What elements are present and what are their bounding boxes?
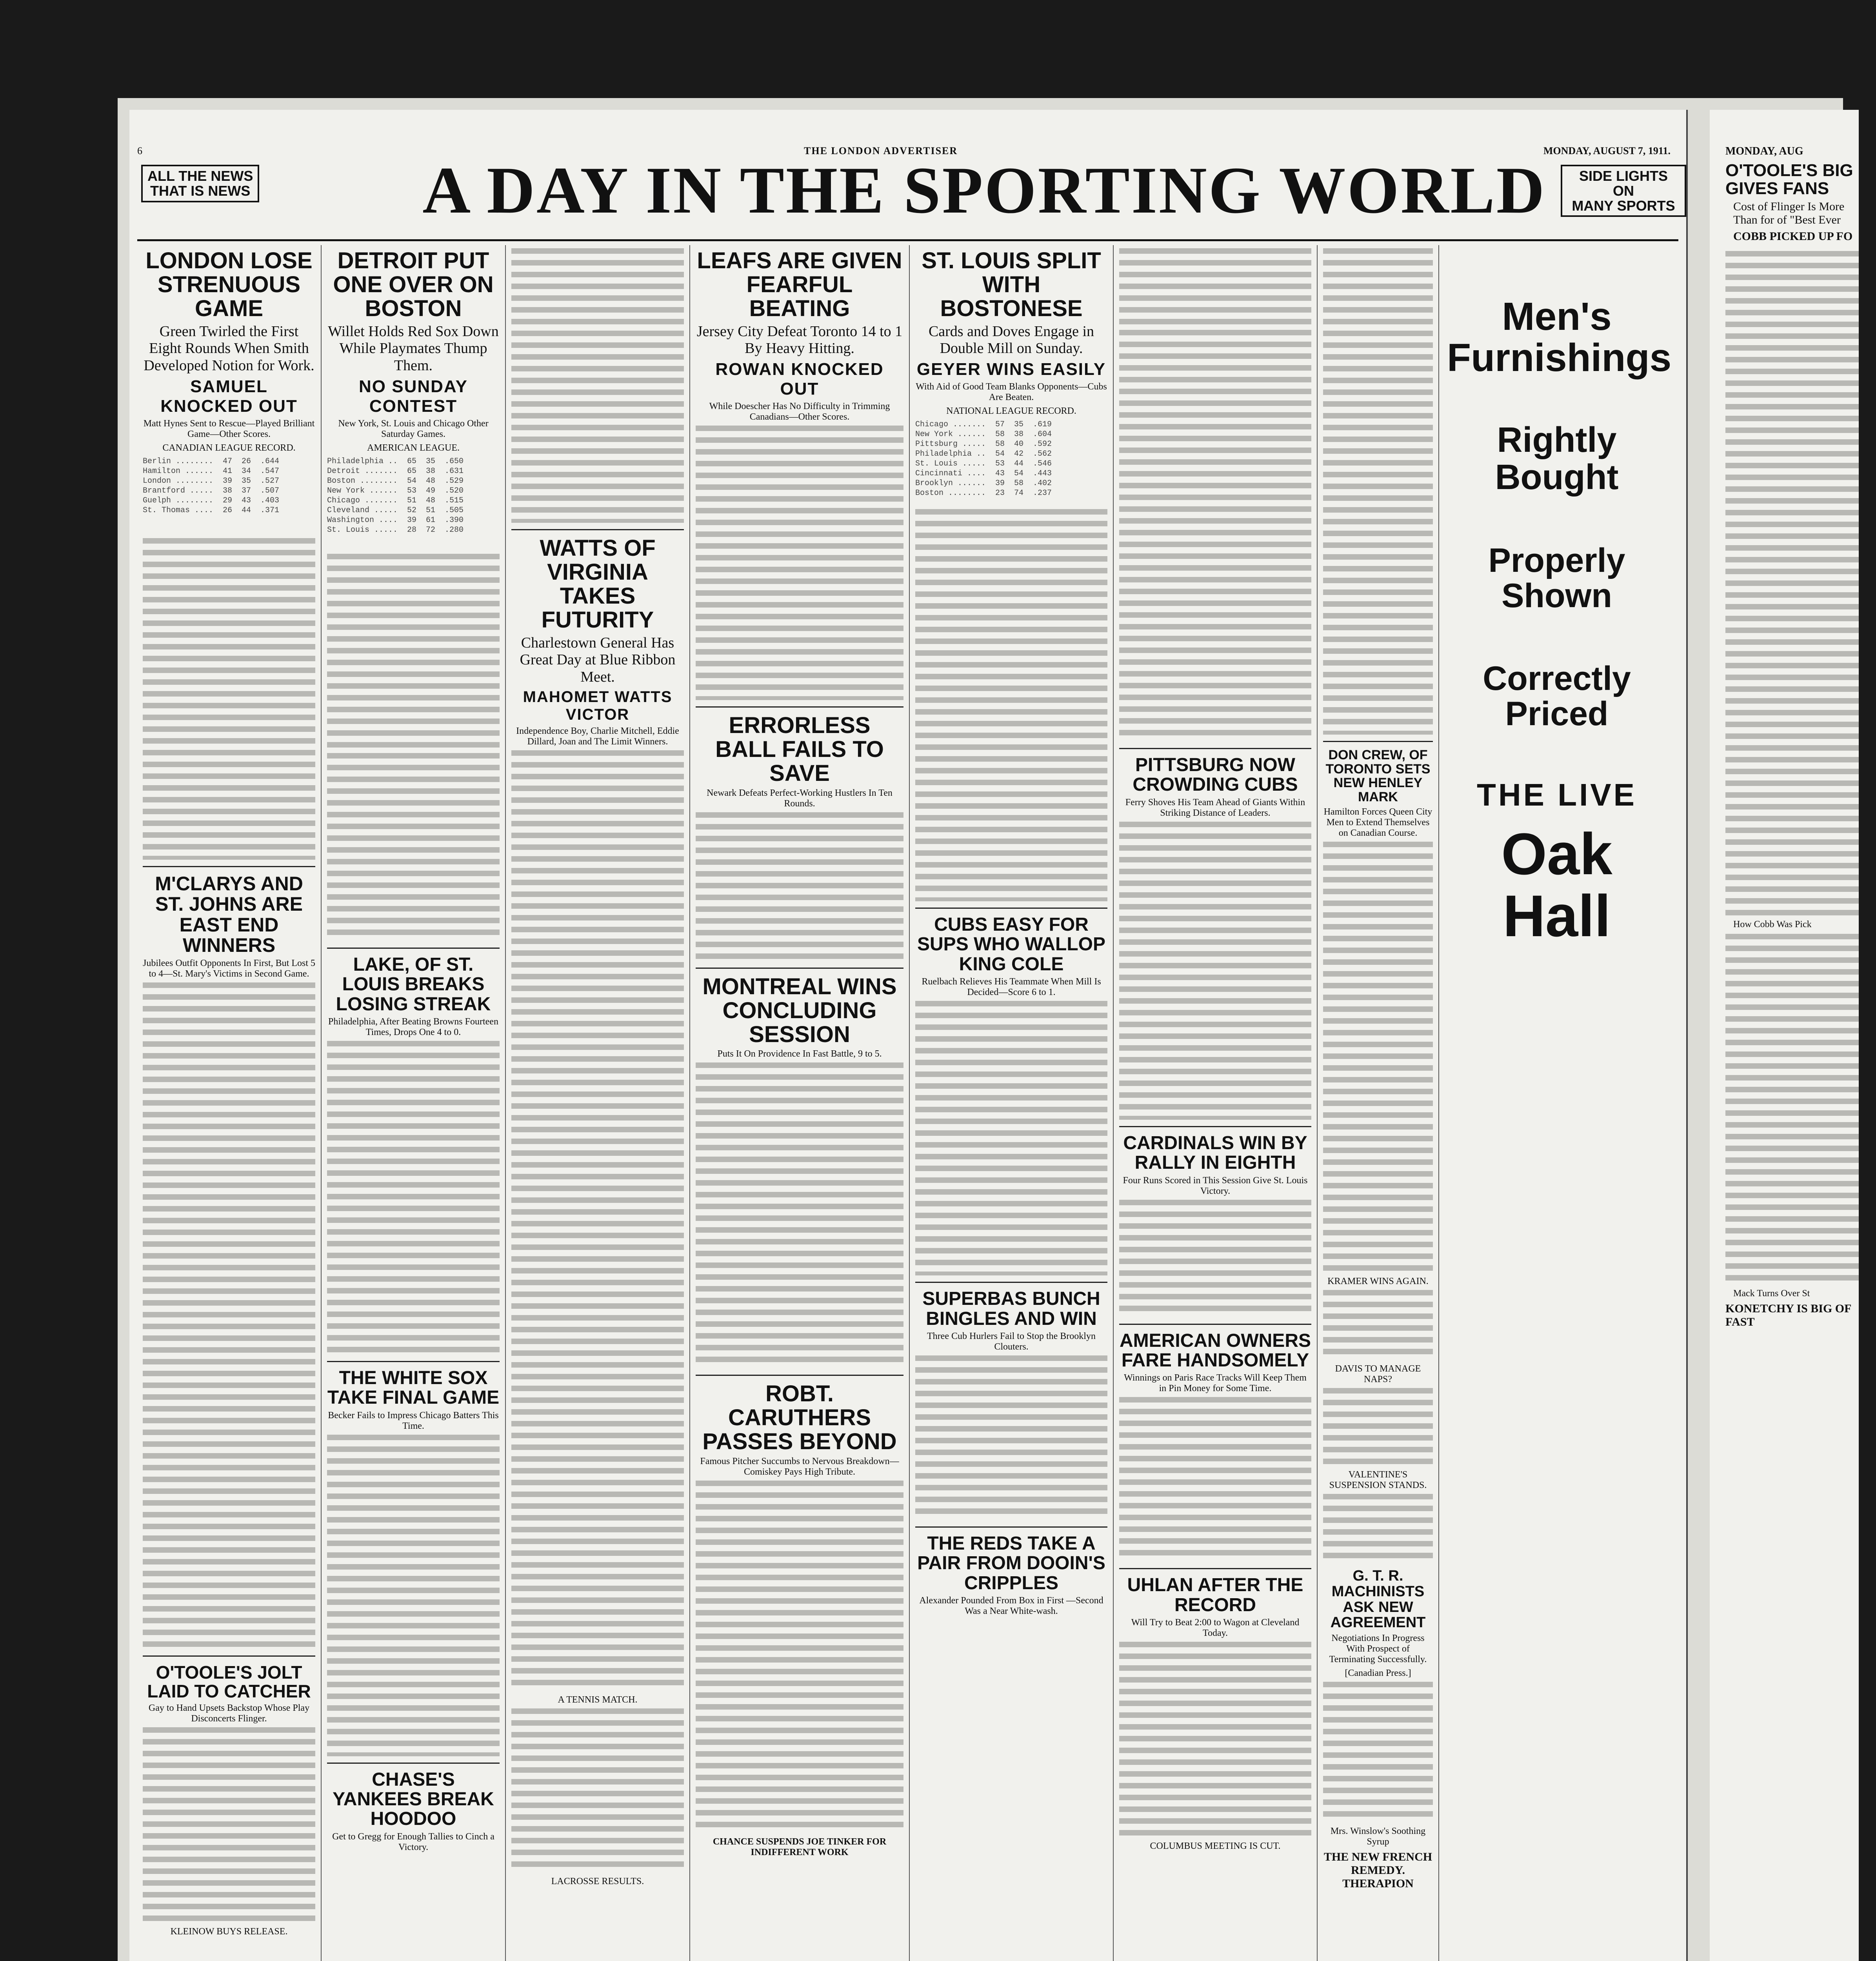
rule xyxy=(1119,1126,1311,1127)
deck: Hamilton Forces Queen City Men to Extend Themselves on Canadian Course. xyxy=(1323,806,1432,838)
deck: Negotiations In Progress With Prospect of Terminating Successfully. xyxy=(1329,1633,1427,1665)
headline: DETROIT PUT ONE OVER ON BOSTON xyxy=(333,248,494,321)
rule xyxy=(915,1526,1107,1528)
adjacent-page xyxy=(1710,110,1859,1961)
adjacent-note: Mack Turns Over St xyxy=(1733,1288,1810,1299)
paper-name: THE LONDON ADVERTISER xyxy=(804,145,958,156)
box-score xyxy=(327,1435,500,1756)
rule xyxy=(696,706,903,708)
title-rule xyxy=(137,239,1678,241)
ad-line: THE LIVE xyxy=(1476,777,1637,813)
newspaper-page xyxy=(129,110,1688,1961)
headline: MONTREAL WINS CONCLUDING SESSION xyxy=(702,973,897,1047)
subhead: A TENNIS MATCH. xyxy=(558,1694,638,1705)
rule xyxy=(1323,741,1433,742)
article-body xyxy=(1119,1200,1311,1317)
issue-date: MONDAY, AUGUST 7, 1911. xyxy=(1543,145,1671,156)
headline: THE REDS TAKE A PAIR FROM DOOIN'S CRIPPLES xyxy=(917,1533,1105,1594)
deck: Four Runs Scored in This Session Give St. Louis Victory. xyxy=(1123,1175,1308,1196)
ad-logo: Oak Hall xyxy=(1501,821,1612,949)
deck: Jubilees Outfit Opponents In First, But Lost 5 to 4—St. Mary's Victims in Second Game. xyxy=(143,958,315,979)
standings-table: Berlin ........ 47 26 .644 Hamilton ...... 41 34 .547 London ........ 39 35 .527 Brantford ..... 38 37 .507 Guelph ........ 29 43 .403 St. Thomas .... 26 44 .371 xyxy=(143,457,280,515)
oak-hall-advertisement xyxy=(1439,245,1674,1961)
article-body xyxy=(696,1481,903,1834)
article-body xyxy=(915,1355,1107,1520)
headline: WATTS OF VIRGINIA TAKES FUTURITY xyxy=(540,535,656,633)
headline: G. T. R. MACHINISTS ASK NEW AGREEMENT xyxy=(1330,1567,1426,1631)
article-body xyxy=(1119,248,1311,327)
ad-line: Correctly Priced xyxy=(1483,659,1631,733)
note-head: DAVIS TO MANAGE NAPS? xyxy=(1335,1363,1421,1384)
box-score xyxy=(696,812,903,961)
adjacent-headline: O'TOOLE'S BIG GIVES FANS xyxy=(1725,161,1853,198)
dateline: [Canadian Press.] xyxy=(1345,1668,1411,1679)
headline: CARDINALS WIN BY RALLY IN EIGHTH xyxy=(1123,1132,1307,1173)
box-score xyxy=(1119,330,1311,742)
ad-line: Rightly Bought xyxy=(1495,420,1619,497)
adjacent-date: MONDAY, AUG xyxy=(1725,145,1803,157)
box-score xyxy=(1119,822,1311,1120)
subheadline: GEYER WINS EASILY xyxy=(916,360,1106,379)
rule xyxy=(143,866,315,867)
rule xyxy=(511,529,684,530)
headline: M'CLARYS AND ST. JOHNS ARE EAST END WINNERS xyxy=(155,872,303,957)
right-ear-line-2: MANY SPORTS xyxy=(1572,197,1675,214)
rule xyxy=(696,968,903,969)
headline: O'TOOLE'S JOLT LAID TO CATCHER xyxy=(147,1662,311,1702)
left-ear-line-2: THAT IS NEWS xyxy=(150,182,251,199)
rule xyxy=(696,1375,903,1376)
deck: Ferry Shoves His Team Ahead of Giants Within Striking Distance of Leaders. xyxy=(1125,797,1305,818)
column-2 xyxy=(322,245,506,1961)
headline: LAKE, OF ST. LOUIS BREAKS LOSING STREAK xyxy=(336,954,491,1015)
headline: LEAFS ARE GIVEN FEARFUL BEATING xyxy=(697,248,902,321)
box-score xyxy=(327,753,500,941)
ad-headline: THE NEW FRENCH REMEDY. THERAPION xyxy=(1323,1850,1432,1890)
rule xyxy=(1119,1568,1311,1569)
article-body xyxy=(511,1708,684,1873)
deck: Cards and Doves Engage in Double Mill on Sunday. xyxy=(928,323,1094,357)
adjacent-note: How Cobb Was Pick xyxy=(1733,919,1812,930)
deck: Newark Defeats Perfect-Working Hustlers In Ten Rounds. xyxy=(707,788,893,809)
article-body xyxy=(327,554,500,750)
section-title: A DAY IN THE SPORTING WORLD xyxy=(422,153,1546,227)
rule xyxy=(915,1282,1107,1283)
subheadline: MAHOMET WATTS VICTOR xyxy=(523,688,673,723)
subheadline: SAMUEL KNOCKED OUT xyxy=(160,377,298,416)
box-score xyxy=(143,982,315,1649)
deck: Charlestown General Has Great Day at Blue Ribbon Meet. xyxy=(520,634,676,685)
headline: PITTSBURG NOW CROWDING CUBS xyxy=(1133,755,1298,795)
standings-title: AMERICAN LEAGUE. xyxy=(367,442,460,453)
deck: Winnings on Paris Race Tracks Will Keep Them in Pin Money for Some Time. xyxy=(1124,1373,1307,1394)
adjacent-headline: KONETCHY IS BIG OF FAST xyxy=(1725,1302,1851,1329)
headline: ST. LOUIS SPLIT WITH BOSTONESE xyxy=(922,248,1101,321)
subheadline: NO SUNDAY CONTEST xyxy=(359,377,468,416)
box-score xyxy=(915,1001,1107,1275)
article-body xyxy=(1323,1682,1433,1823)
deck: Matt Hynes Sent to Rescue—Played Brilliant Game—Other Scores. xyxy=(143,418,315,439)
deck: Puts It On Providence In Fast Battle, 9 to 5. xyxy=(717,1049,882,1059)
adjacent-subhead: COBB PICKED UP FO xyxy=(1733,230,1853,243)
article-body xyxy=(511,750,684,1692)
deck: Will Try to Beat 2:00 to Wagon at Cleveland Today. xyxy=(1131,1617,1300,1639)
deck: While Doescher Has No Difficulty in Trimming Canadians—Other Scores. xyxy=(709,401,890,422)
box-score xyxy=(696,426,903,700)
headline: THE WHITE SOX TAKE FINAL GAME xyxy=(327,1367,500,1408)
headline: ERRORLESS BALL FAILS TO SAVE xyxy=(715,713,884,786)
deck: Get to Gregg for Enough Tallies to Cinch a Victory. xyxy=(332,1831,494,1852)
deck: Willet Holds Red Sox Down While Playmates Thump Them. xyxy=(328,323,499,374)
ad-line: Properly Shown xyxy=(1488,542,1625,615)
rule xyxy=(1119,748,1311,749)
column-3 xyxy=(506,245,690,1961)
article-body xyxy=(1323,248,1433,735)
box-score xyxy=(511,248,684,523)
headline: AMERICAN OWNERS FARE HANDSOMELY xyxy=(1120,1330,1311,1371)
deck: New York, St. Louis and Chicago Other Saturday Games. xyxy=(338,418,489,439)
left-ear-line-1: ALL THE NEWS xyxy=(147,168,253,184)
headline: SUPERBAS BUNCH BINGLES AND WIN xyxy=(922,1288,1100,1329)
rule xyxy=(327,948,500,949)
note-head: KRAMER WINS AGAIN. xyxy=(1327,1276,1429,1286)
deck: Philadelphia, After Beating Browns Fourteen Times, Drops One 4 to 0. xyxy=(328,1016,498,1037)
note-head: KLEINOW BUYS RELEASE. xyxy=(170,1926,288,1937)
article-body xyxy=(1323,1388,1433,1466)
right-ear xyxy=(1561,165,1686,217)
article-body xyxy=(1323,1290,1433,1361)
deck: Gay to Hand Upsets Backstop Whose Play Disconcerts Flinger. xyxy=(148,1703,310,1724)
ad-line: Furnishings xyxy=(1447,336,1672,380)
article-body xyxy=(1119,1642,1311,1838)
article-body xyxy=(1323,842,1433,1273)
subhead: CHANCE SUSPENDS JOE TINKER FOR INDIFFERENT WORK xyxy=(713,1837,887,1858)
deck: Alexander Pounded From Box in First —Second Was a Near White-wash. xyxy=(919,1595,1103,1617)
deck: With Aid of Good Team Blanks Opponents—Cubs Are Beaten. xyxy=(916,382,1107,403)
deck: Independence Boy, Charlie Mitchell, Eddie Dillard, Joan and The Limit Winners. xyxy=(516,726,679,747)
note-head: COLUMBUS MEETING IS CUT. xyxy=(1150,1841,1281,1852)
adjacent-body xyxy=(1725,934,1859,1287)
standings-title: NATIONAL LEAGUE RECORD. xyxy=(946,406,1076,417)
rule xyxy=(327,1361,500,1362)
rule xyxy=(327,1763,500,1764)
deck: Becker Fails to Impress Chicago Batters This Time. xyxy=(328,1410,499,1431)
article-body xyxy=(143,538,315,860)
left-ear xyxy=(141,165,259,202)
ad-headline: Mrs. Winslow's Soothing Syrup xyxy=(1330,1826,1426,1847)
adjacent-body xyxy=(1725,251,1859,918)
subheadline: ROWAN KNOCKED OUT xyxy=(715,360,884,399)
deck: Jersey City Defeat Toronto 14 to 1 By Heavy Hitting. xyxy=(696,323,903,357)
right-ear-line-1: SIDE LIGHTS ON xyxy=(1579,168,1668,199)
deck: Three Cub Hurlers Fail to Stop the Brooklyn Clouters. xyxy=(927,1331,1096,1352)
headline: LONDON LOSE STRENUOUS GAME xyxy=(145,248,313,321)
article-body xyxy=(1323,1494,1433,1564)
deck: Ruelbach Relieves His Teammate When Mill Is Decided—Score 6 to 1. xyxy=(922,977,1101,998)
rule xyxy=(915,908,1107,909)
column-4 xyxy=(690,245,910,1961)
headline: UHLAN AFTER THE RECORD xyxy=(1127,1575,1303,1615)
box-score xyxy=(915,509,1107,901)
column-7 xyxy=(1318,245,1439,1961)
headline: DON CREW, OF TORONTO SETS NEW HENLEY MARK xyxy=(1325,748,1431,805)
column-6 xyxy=(1114,245,1318,1961)
column-5 xyxy=(910,245,1114,1961)
column-1 xyxy=(137,245,322,1961)
ad-line: Men's xyxy=(1502,295,1612,338)
headline: ROBT. CARUTHERS PASSES BEYOND xyxy=(702,1381,897,1455)
headline: CHASE'S YANKEES BREAK HOODOO xyxy=(333,1769,494,1830)
rule xyxy=(143,1655,315,1657)
adjacent-deck: Cost of Flinger Is More Than for of "Best Ever xyxy=(1733,200,1845,227)
box-score xyxy=(327,1041,500,1355)
box-score xyxy=(696,1062,903,1368)
subhead: LACROSSE RESULTS. xyxy=(551,1876,644,1886)
deck: Green Twirled the First Eight Rounds When Smith Developed Notion for Work. xyxy=(144,323,314,374)
rule xyxy=(1119,1324,1311,1325)
note-head: VALENTINE'S SUSPENSION STANDS. xyxy=(1329,1469,1427,1490)
headline: CUBS EASY FOR SUPS WHO WALLOP KING COLE xyxy=(917,914,1105,975)
article-body xyxy=(1119,1397,1311,1562)
page-number: 6 xyxy=(137,145,142,156)
article-body xyxy=(143,1727,315,1923)
standings-title: CANADIAN LEAGUE RECORD. xyxy=(162,442,296,453)
standings-table: Chicago ....... 57 35 .619 New York ...... 58 38 .604 Pittsburg ..... 58 40 .592 Philadelphia .. 54 42 .562 St. Louis ..... 53 44 .546 Cincinnati .... 43 54 .443 Brooklyn ...... 39 58 .402 Boston ........ 23 74 .237 xyxy=(915,420,1052,498)
standings-table: Philadelphia .. 65 35 .650 Detroit ....... 65 38 .631 Boston ........ 54 48 .529 New York ...... 53 49 .520 Chicago ....... 51 48 .515 Cleveland ..... 52 51 .505 Washington .... 39 61 .390 St. Louis ..... 28 72 .280 xyxy=(327,457,464,535)
deck: Famous Pitcher Succumbs to Nervous Breakdown—Comiskey Pays High Tribute. xyxy=(700,1456,899,1477)
